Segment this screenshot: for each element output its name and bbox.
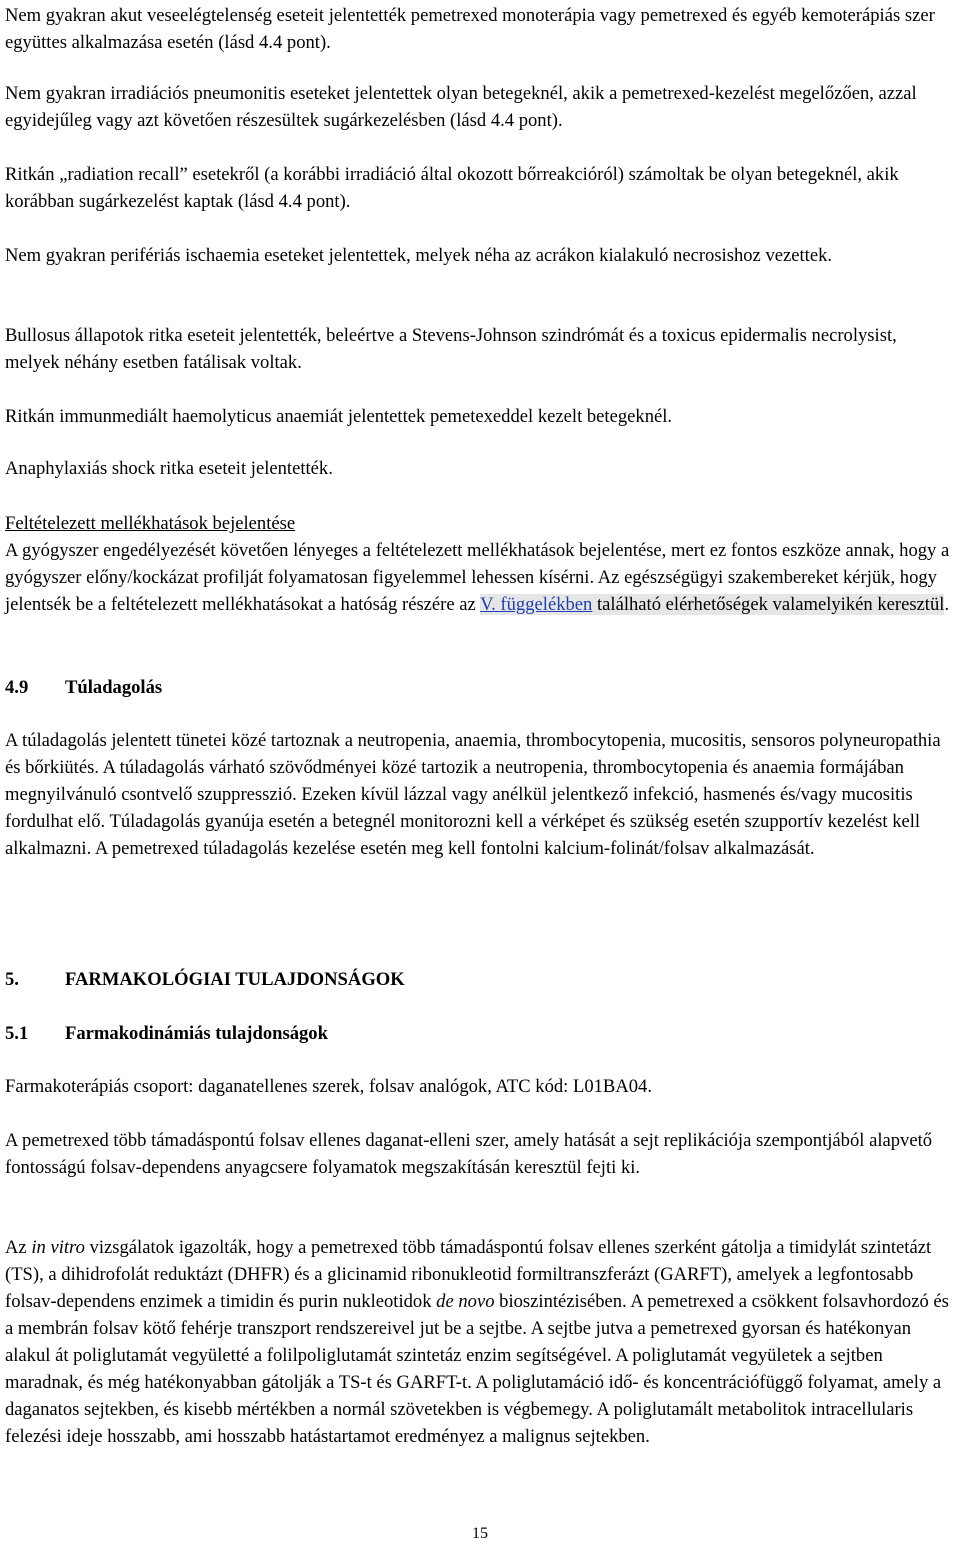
section-5-heading (5, 966, 405, 993)
paragraph-haemolytic-anaemia: Ritkán immunmediált haemolyticus anaemiát jelentettek pemetexeddel kezelt betegeknél. (5, 406, 673, 427)
in-vitro-paragraph (5, 1234, 955, 1450)
in-vitro-text-a: Az (5, 1237, 32, 1258)
section-5-1-heading (5, 1020, 328, 1047)
section-5-1-number: 5.1 (5, 1023, 29, 1044)
reporting-end: . (944, 594, 950, 615)
overdose-paragraph: A túladagolás jelentett tünetei közé tartoznak a neutropenia, anaemia, thrombocytopenia, mucositis, sensoros polyneuropathia és bőrkiütés. A túladagolás várható szövődményei közé tartozik a neutropenia, thrombocytopenia és anaemia formájában megnyilvánuló csontvelő szuppresszió. Ezeken kívül lázzal vagy anélkül jelentkező infekció, hasmenés és/vagy mucositis fordulhat elő. Túladagolás gyanúja esetén a betegnél monitorozni kell a vérképet és szükség esetén szupportív kezelést kell alkalmazni. A pemetrexed túladagolás kezelése esetén meg kell fontolni kalcium-folinát/folsav alkalmazását. (5, 730, 941, 859)
section-5-1-title: Farmakodinámiás tulajdonságok (65, 1023, 328, 1044)
section-5-number: 5. (5, 969, 19, 990)
reporting-paragraph (5, 537, 955, 618)
appendix-v-link[interactable]: V. függelékben (480, 594, 593, 615)
section-4-9-heading (5, 674, 162, 701)
reporting-heading: Feltételezett mellékhatások bejelentése (5, 513, 296, 534)
in-vitro-text-b: vizsgálatok igazolták, hogy a pemetrexed több támadáspontú folsav ellenes szerként gátolja a timidylát szintetázt (TS), a dihidrofolát reduktázt (DHFR) és a glicinamid ribonukleotid formiltranszferázt (GARFT), amelyek a legfontosabb folsav-dependens enzimek a timidin és purin nukleotidok (5, 1237, 932, 1312)
paragraph-radiation-recall: Ritkán „radiation recall” esetekről (a korábbi irradiáció által okozott bőrreakcióról) számoltak be olyan betegeknél, akik korábban sugárkezelést kaptak (lásd 4.4 pont). (5, 164, 899, 212)
paragraph-radiation-pneumonitis: Nem gyakran irradiációs pneumonitis eseteket jelentettek olyan betegeknél, akik a pemetrexed-kezelést megelőzően, azzal egyidejűleg vagy azt követően részesültek sugárkezelésben (lásd 4.4 pont). (5, 83, 917, 131)
paragraph-peripheral-ischaemia: Nem gyakran perifériás ischaemia eseteket jelentettek, melyek néha az acrákon kialakuló necrosishoz vezettek. (5, 245, 833, 266)
page-number: 15 (472, 1525, 488, 1542)
paragraph-renal-failure: Nem gyakran akut veseelégtelenség eseteit jelentették pemetrexed monoterápia vagy pemetrexed és egyéb kemoterápiás szer együttes alkalmazása esetén (lásd 4.4 pont). (5, 5, 935, 53)
section-4-9-title: Túladagolás (65, 677, 163, 698)
in-vitro-text-c: bioszintézisében. A pemetrexed a csökkent folsavhordozó és a membrán folsav kötő fehérje transzport rendszereivel jut be a sejtbe. A sejtbe jutva a pemetrexed gyorsan és hatékonyan alakul át poliglutamát vegyületté a folilpoliglutamát szintetáz enzim segítségével. A poliglutamát vegyületek a sejtben maradnak, és még hatékonyabban gátolják a TS-t és GARFT-t. A poliglutamáció idő- és koncentrációfüggő folyamat, amely a daganatos sejtekben, és kisebb mértékben a normál szövetekben is végbemegy. A poliglutamált metabolitok intracellularis felezési ideje hosszabb, ami hosszabb hatástartamot eredményez a malignus sejtekben. (5, 1291, 949, 1447)
de-novo-italic: de novo (436, 1291, 495, 1312)
section-4-9-number: 4.9 (5, 677, 29, 698)
in-vitro-italic: in vitro (31, 1237, 85, 1258)
reporting-text-after: található elérhetőségek valamelyikén keresztül (592, 594, 945, 615)
paragraph-anaphylaxis: Anaphylaxiás shock ritka eseteit jelentették. (5, 458, 333, 479)
section-5-title: FARMAKOLÓGIAI TULAJDONSÁGOK (65, 969, 405, 990)
reporting-text-before: A gyógyszer engedélyezését követően lényeges a feltételezett mellékhatások bejelentése, mert ez fontos eszköze annak, hogy a gyógyszer előny/kockázat profilját folyamatosan figyelemmel lehessen kísérni. Az egészségügyi szakembereket kérjük, hogy jelentsék be a feltételezett mellékhatásokat a hatóság részére az (5, 540, 950, 615)
mechanism-paragraph: A pemetrexed több támadáspontú folsav ellenes daganat-elleni szer, amely hatását a sejt replikációja szempontjából alapvető fontosságú folsav-dependens anyagcsere folyamatok megszakításán keresztül fejti ki. (5, 1130, 933, 1178)
atc-paragraph: Farmakoterápiás csoport: daganatellenes szerek, folsav analógok, ATC kód: L01BA04. (5, 1076, 652, 1097)
reporting-highlight (480, 594, 944, 615)
paragraph-bullous-conditions: Bullosus állapotok ritka eseteit jelentették, beleértve a Stevens-Johnson szindrómát és a toxicus epidermalis necrolysist, melyek néhány esetben fatálisak voltak. (5, 325, 897, 373)
